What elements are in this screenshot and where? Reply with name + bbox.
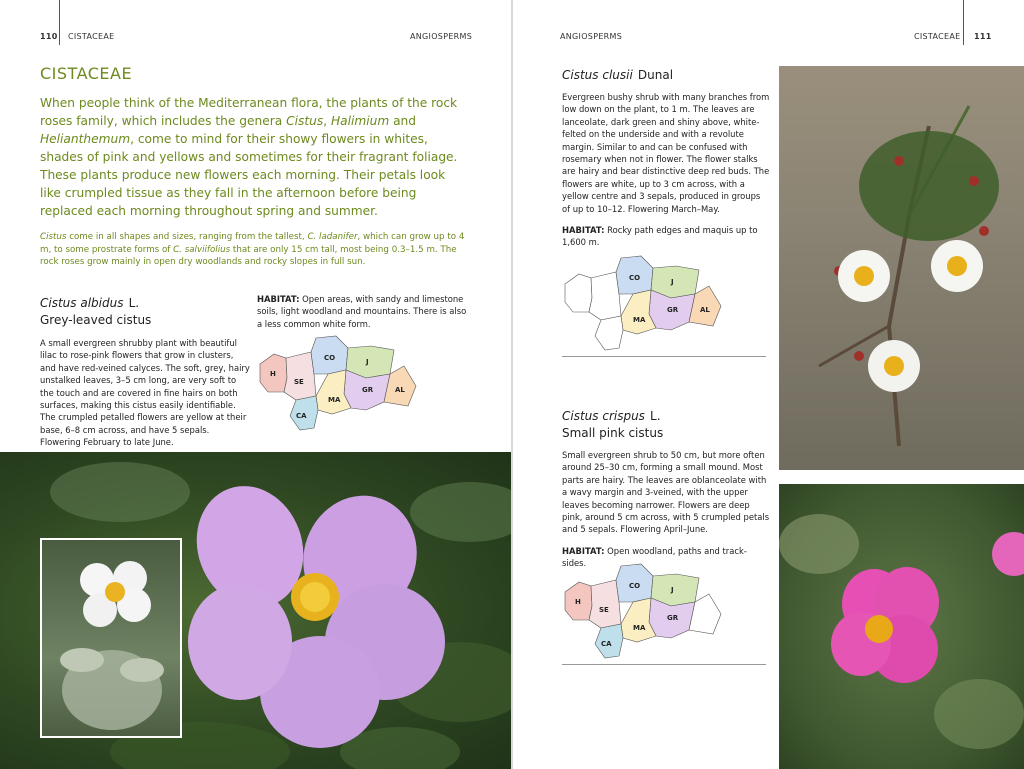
right-page — [513, 0, 1024, 769]
habitat-text: HABITAT: Open woodland, paths and track-sides. — [562, 545, 747, 569]
map-label-J: J — [366, 358, 369, 366]
species-entry-albidus — [40, 292, 250, 449]
running-header-family: CISTACEAE — [68, 32, 115, 41]
map-label-CO: CO — [324, 354, 336, 362]
habitat-text: HABITAT: Rocky path edges and maquis up to 1,600 m. — [562, 225, 758, 248]
map-label-H: H — [270, 370, 276, 378]
running-header-group: ANGIOSPERMS — [410, 32, 473, 41]
map-label-SE: SE — [599, 606, 609, 614]
species-latin-name: Cistus crispus — [562, 409, 645, 423]
map-label-GR: GR — [667, 306, 679, 314]
header-divider — [963, 0, 964, 45]
cistus-crispus-photo — [779, 484, 1024, 769]
map-label-CO: CO — [629, 274, 641, 282]
species-description: Small evergreen shrub to 50 cm, but more often around 25–30 cm, forming a small mound. Most parts are hairy. The leaves are oblanceolate with a wavy margin and 3-veined, with the upper leaves becoming narrower. Flowers are deep pink, around 5 cm across, with 5 crumpled petals and 5 sepals. Flowering April–June. — [562, 450, 770, 535]
header-divider — [59, 0, 60, 45]
white-form-inset-photo — [40, 538, 182, 738]
distribution-map-crispus — [561, 562, 726, 660]
species-latin-name: Cistus clusii — [562, 68, 633, 82]
map-label-J: J — [671, 278, 674, 286]
map-label-H: H — [575, 598, 581, 606]
section-title: CISTACEAE — [40, 64, 133, 83]
map-label-J: J — [671, 586, 674, 594]
map-region-SE — [284, 352, 316, 400]
species-common-name: Grey-leaved cistus — [40, 313, 152, 327]
intro-paragraph: When people think of the Mediterranean flora, the plants of the rock roses family, which includes the genera Cistus, Halimium and Helianthemum, come to mind for their showy flowers in whites, shades of pink and yellows and sometimes for their fragrant foliage. These plants produce new flowers each morning. Their petals look like crumpled tissue as they fall in the afternoon before being replaced each morning throughout spring and summer. — [40, 96, 458, 218]
running-header-family: CISTACEAE — [914, 32, 961, 41]
page-number: 111 — [974, 32, 992, 41]
page-number: 110 — [40, 32, 58, 41]
map-label-GR: GR — [362, 386, 374, 394]
map-label-CA: CA — [601, 640, 612, 648]
cistus-albidus-photo — [0, 452, 511, 769]
species-author: L. — [128, 296, 140, 310]
left-page — [0, 0, 511, 769]
species-common-name: Small pink cistus — [562, 426, 664, 440]
map-label-AL: AL — [395, 386, 405, 394]
map-label-MA: MA — [633, 624, 646, 632]
species-description: Evergreen bushy shrub with many branches from low down on the plant, to 1 m. The leaves are lanceolate, dark green and shiny above, white-felted on the underside and with a revolute margin. Similar to and can be confused with rosemary when not in flower. The flower stalks are hairy and bear distinctive deep red buds. The flowers are white, up to 3 cm across, with a yellow centre and 3 sepals, produced in groups of up to 10–12. Flowering March–May. — [562, 92, 770, 214]
distribution-map — [256, 334, 421, 432]
map-label-MA: MA — [633, 316, 646, 324]
map-label-AL: AL — [700, 306, 710, 314]
map-label-CA: CA — [296, 412, 307, 420]
species-description: A small evergreen shrubby plant with beautiful lilac to rose-pink flowers that grow in clusters, and have red-veined calyces. The soft, grey, hairy unstalked leaves, 3–5 cm long, are very soft to the touch and are covered in fine hairs on both surfaces, making this cistus easily identifiable. The crumpled petalled flowers are yellow at their base, 6–8 cm across, and have 5 sepals. Flowering February to late June. — [40, 338, 250, 448]
map-label-GR: GR — [667, 614, 679, 622]
species-author: L. — [650, 409, 661, 423]
species-latin-name: Cistus albidus — [40, 296, 124, 310]
species-entry-crispus — [562, 405, 770, 570]
species-author: Dunal — [637, 68, 674, 82]
map-label-SE: SE — [294, 378, 304, 386]
cistus-clusii-photo — [779, 66, 1024, 470]
genus-note: Cistus come in all shapes and sizes, ranging from the tallest, C. ladanifer, which can grow up to 4 m, to some prostrate forms of C. salviifolius that are only 15 cm tall, most being 0.3–1.5 m. The rock roses grow mainly in open dry woodlands and rocky slopes in full sun. — [40, 232, 465, 267]
species-entry-clusii — [562, 64, 770, 249]
running-header-group: ANGIOSPERMS — [560, 32, 623, 41]
distribution-map-clusii — [561, 254, 726, 352]
map-label-MA: MA — [328, 396, 341, 404]
section-rule — [562, 664, 766, 665]
map-label-CO: CO — [629, 582, 641, 590]
section-rule — [562, 356, 766, 357]
habitat-text: HABITAT: Open areas, with sandy and limestone soils, light woodland and mountains. There is also a less common white form. — [257, 294, 467, 329]
